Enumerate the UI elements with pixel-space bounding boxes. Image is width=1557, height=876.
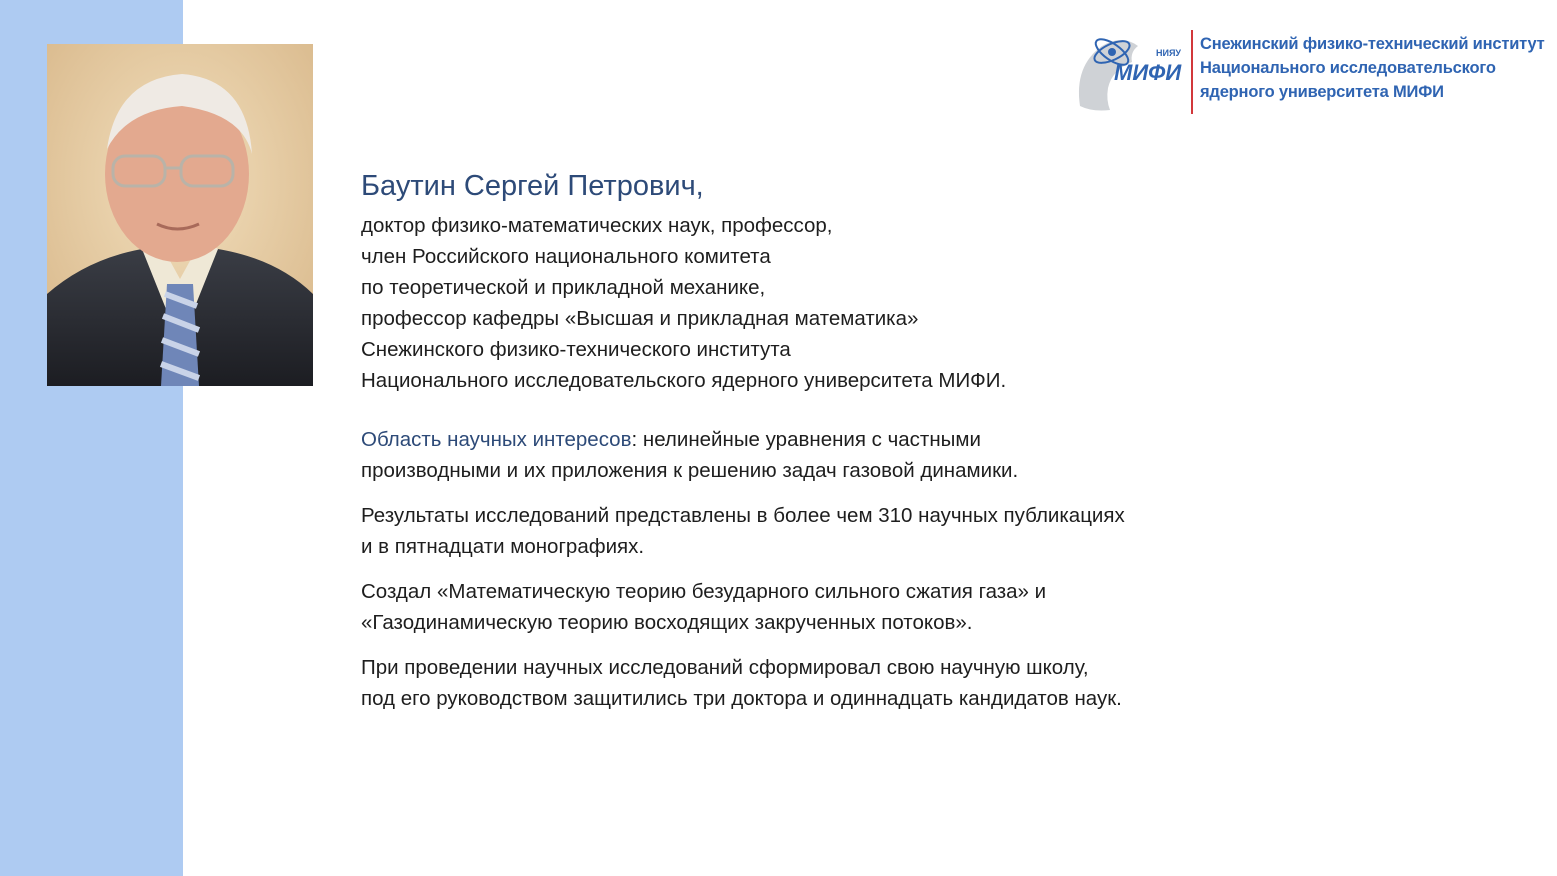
research-interests: [361, 424, 1361, 486]
interests-label: Область научных интересов: [361, 428, 632, 451]
credential-line: по теоретической и прикладной механике,: [361, 276, 766, 299]
paragraph-line: и в пятнадцати монографиях.: [361, 535, 645, 558]
institute-name: [1200, 32, 1545, 104]
interests-text: : нелинейные уравнения с частными: [631, 428, 981, 451]
portrait-photo: [47, 44, 313, 386]
institute-name-line: Национального исследовательского: [1200, 59, 1496, 77]
institute-name-line: ядерного университета МИФИ: [1200, 83, 1444, 101]
institute-name-line: Снежинский физико-технический институт: [1200, 35, 1545, 53]
logo-divider: [1191, 30, 1193, 114]
institute-logo: [1072, 26, 1545, 118]
person-credentials: [361, 210, 1361, 396]
interests-text: производными и их приложения к решению задач газовой динамики.: [361, 459, 1019, 482]
biography: [361, 166, 1361, 714]
paragraph-line: При проведении научных исследований сформировал свою научную школу,: [361, 656, 1089, 679]
credential-line: профессор кафедры «Высшая и прикладная математика»: [361, 307, 919, 330]
mephi-atom-icon: [1072, 26, 1187, 116]
credential-line: Снежинского физико-технического института: [361, 338, 791, 361]
publications-paragraph: [361, 500, 1361, 562]
svg-text:МИФИ: МИФИ: [1114, 60, 1182, 85]
paragraph-line: «Газодинамическую теорию восходящих закрученных потоков».: [361, 611, 973, 634]
svg-text:НИЯУ: НИЯУ: [1156, 48, 1182, 58]
person-name: Баутин Сергей Петрович,: [361, 170, 704, 202]
credential-line: член Российского национального комитета: [361, 245, 771, 268]
school-paragraph: [361, 652, 1361, 714]
theories-paragraph: [361, 576, 1361, 638]
paragraph-line: Результаты исследований представлены в более чем 310 научных публикациях: [361, 504, 1125, 527]
credential-line: Национального исследовательского ядерного университета МИФИ.: [361, 369, 1007, 392]
credential-line: доктор физико-математических наук, профессор,: [361, 214, 833, 237]
paragraph-line: Создал «Математическую теорию безударного сильного сжатия газа» и: [361, 580, 1047, 603]
paragraph-line: под его руководством защитились три доктора и одиннадцать кандидатов наук.: [361, 687, 1122, 710]
